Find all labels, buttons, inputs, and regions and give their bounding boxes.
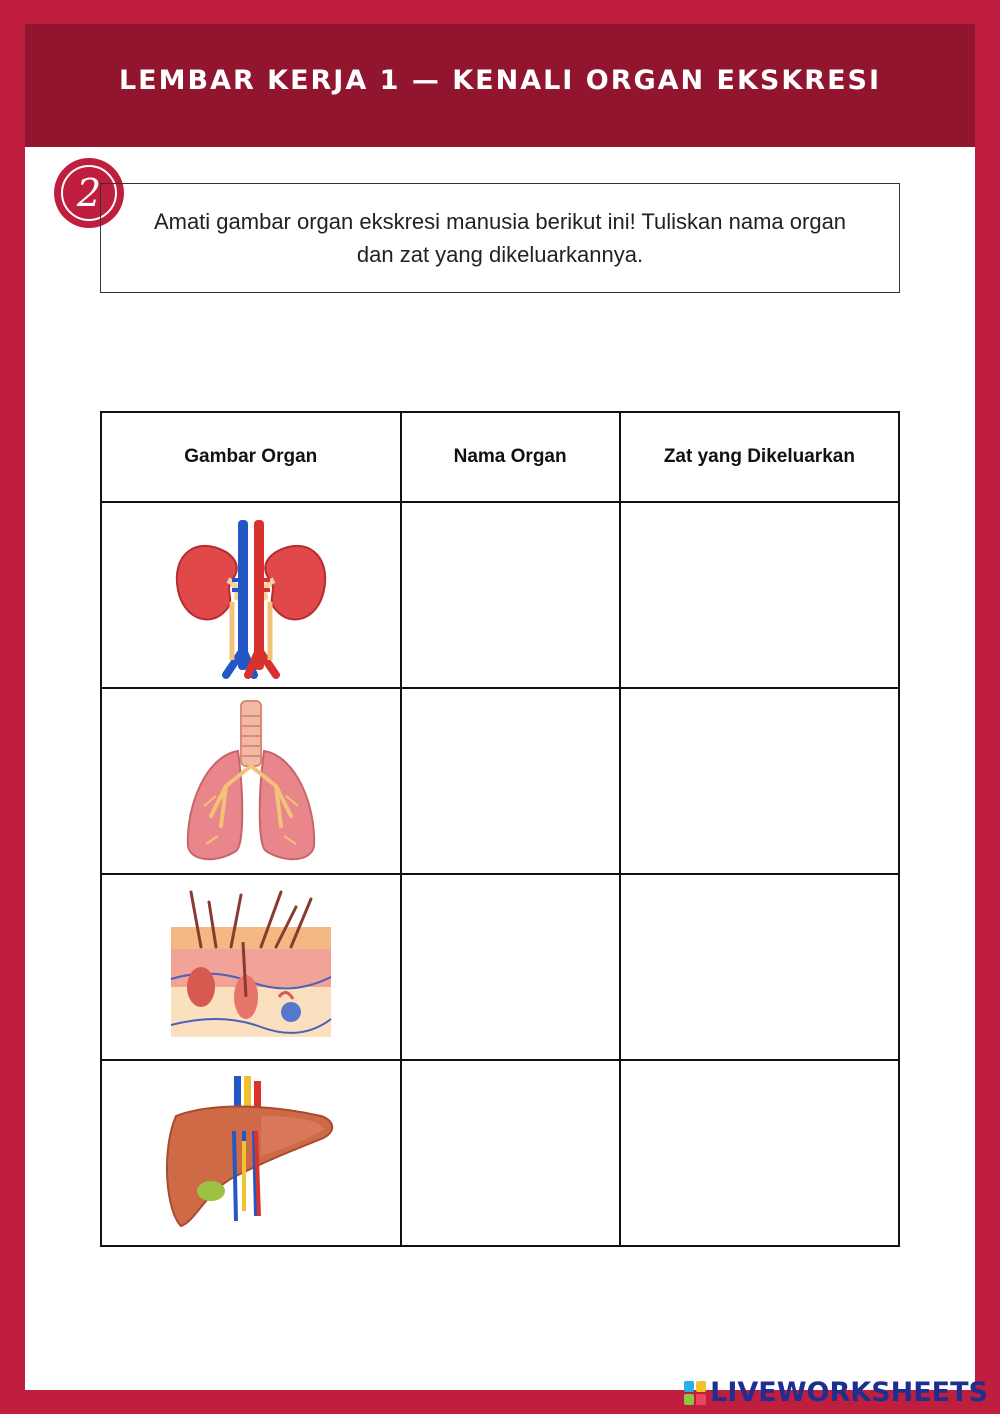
liver-illustration (156, 1071, 346, 1236)
nama-organ-answer-cell[interactable] (401, 688, 620, 874)
liveworksheets-wordmark: LIVEWORKSHEETS (710, 1377, 988, 1408)
liveworksheets-icon (684, 1381, 706, 1405)
table-row (101, 874, 899, 1060)
question-number: 2 (61, 165, 117, 221)
organ-image-cell (101, 874, 401, 1060)
kidney-illustration (166, 510, 336, 680)
organ-image-cell (101, 1060, 401, 1246)
table-row (101, 688, 899, 874)
table-header-row (101, 412, 899, 502)
header-gambar-organ: Gambar Organ (101, 412, 401, 502)
header-nama-organ: Nama Organ (401, 412, 620, 502)
organ-table (100, 411, 900, 1247)
instruction-box (100, 183, 900, 293)
zat-answer-cell[interactable] (620, 1060, 899, 1246)
header-zat: Zat yang Dikeluarkan (620, 412, 899, 502)
zat-answer-cell[interactable] (620, 502, 899, 688)
skin-illustration (161, 887, 341, 1047)
organ-image-cell (101, 688, 401, 874)
nama-organ-answer-cell[interactable] (401, 502, 620, 688)
zat-answer-cell[interactable] (620, 688, 899, 874)
nama-organ-answer-cell[interactable] (401, 874, 620, 1060)
organ-image-cell (101, 502, 401, 688)
liveworksheets-logo (684, 1377, 988, 1408)
table-row (101, 502, 899, 688)
nama-organ-answer-cell[interactable] (401, 1060, 620, 1246)
lungs-illustration (176, 696, 326, 866)
zat-answer-cell[interactable] (620, 874, 899, 1060)
worksheet-header (25, 24, 975, 147)
instruction-text: Amati gambar organ ekskresi manusia berikut ini! Tuliskan nama organ dan zat yang dikeluarkannya. (153, 209, 847, 267)
table-row (101, 1060, 899, 1246)
worksheet-title: LEMBAR KERJA 1 — KENALI ORGAN EKSKRESI (118, 65, 882, 96)
